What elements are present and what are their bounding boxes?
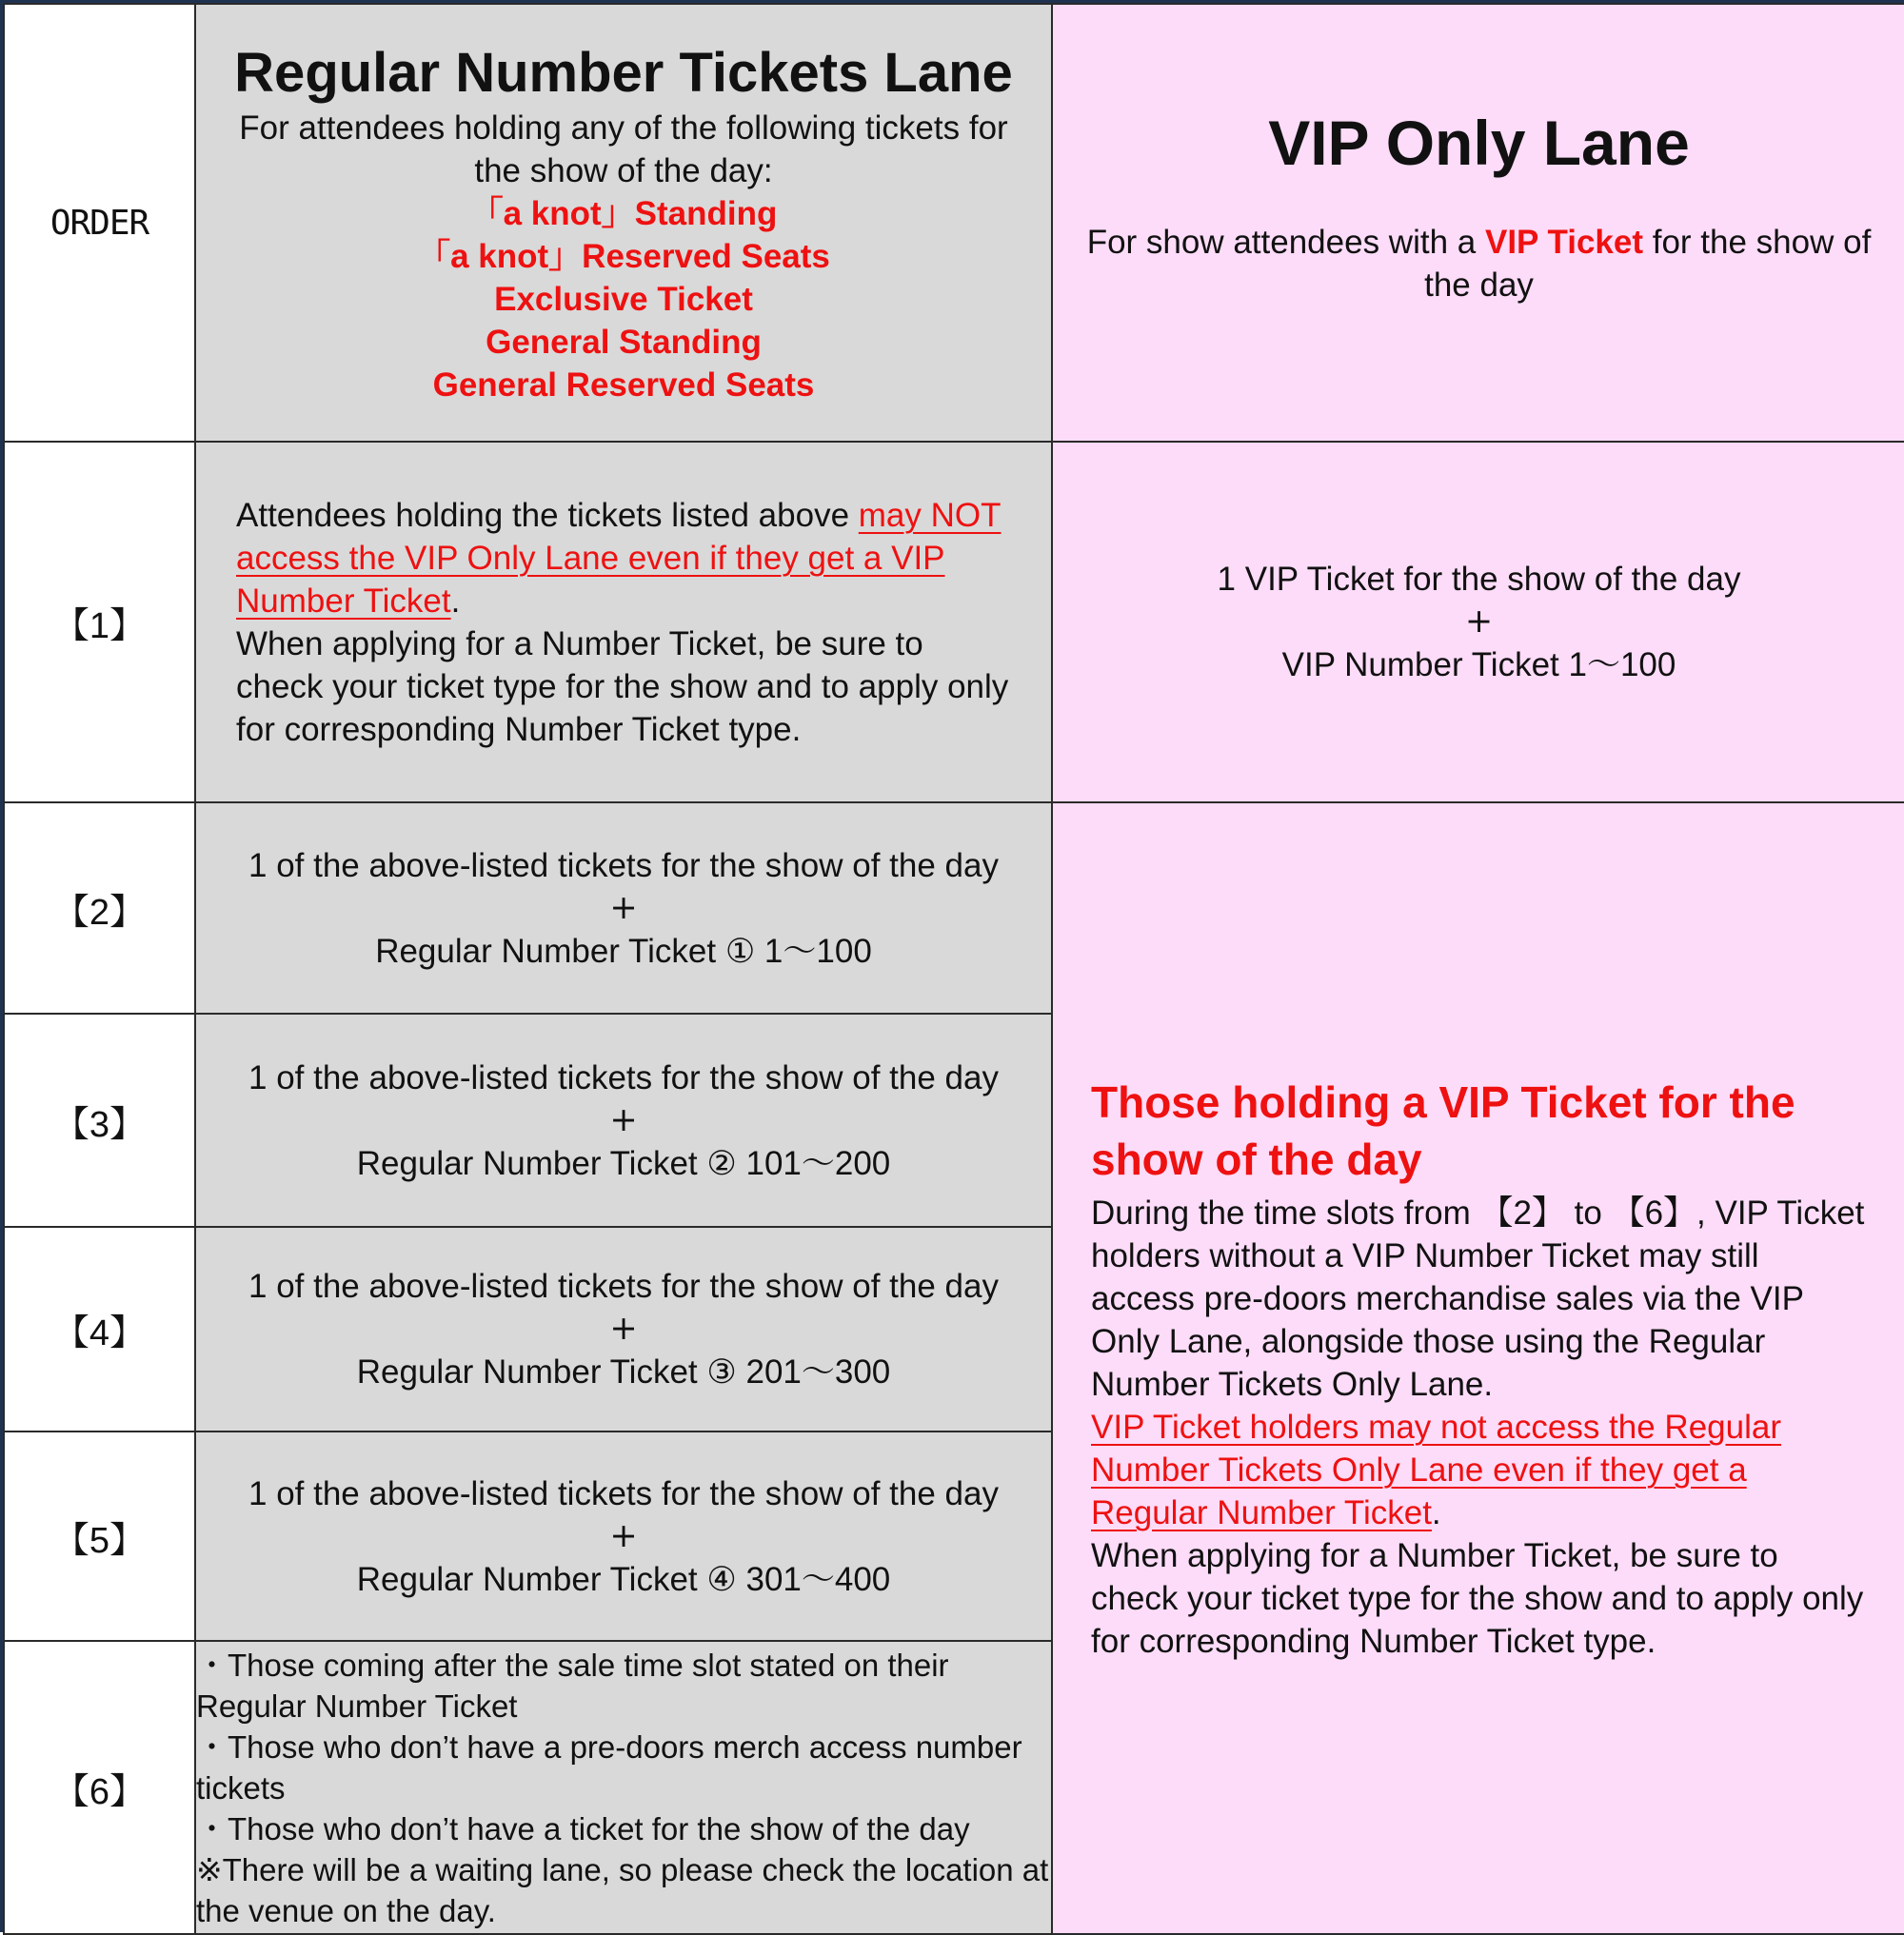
- order-row-2: [4, 802, 1904, 1014]
- regular-cell-2: [195, 802, 1052, 1014]
- requirement-line2: Regular Number Ticket ① 1～100: [375, 932, 872, 970]
- vip-desc-before: For show attendees with a: [1086, 224, 1485, 261]
- vip-lane-title: VIP Only Lane: [1268, 108, 1690, 178]
- regular-lane-subtitle: For attendees holding any of the following tickets for the show of the day:: [239, 109, 1008, 189]
- note-text-after: .: [450, 582, 461, 620]
- vip-lane-description: [1053, 221, 1904, 306]
- regular-cell-6: [195, 1641, 1052, 1934]
- requirement-line2: Regular Number Ticket ③ 201～300: [356, 1353, 891, 1391]
- vip-merged-content: [1053, 1074, 1904, 1663]
- header-row: [4, 4, 1904, 442]
- order-header: [4, 4, 195, 442]
- order-label: ORDER: [50, 203, 149, 243]
- vip-desc-after: for the show of the day: [1424, 224, 1872, 304]
- vip-cell-1: [1052, 442, 1904, 802]
- order-number: 【2】: [52, 892, 147, 933]
- no-number-ticket-bullet: ・Those who don’t have a pre-doors merch access number tickets: [196, 1728, 1022, 1806]
- note-warning: may NOT access the VIP Only Lane even if they get a VIP Number Ticket: [236, 496, 1002, 620]
- regular-cell-5: [195, 1432, 1052, 1641]
- order-cell-5: [4, 1432, 195, 1641]
- order-number: 【1】: [52, 606, 147, 646]
- requirement-line1: 1 of the above-listed tickets for the show of the day: [248, 846, 999, 884]
- ticket-type-a-knot-standing: 「a knot」Standing: [469, 194, 778, 232]
- lane-schedule-table: [3, 3, 1904, 1935]
- regular-lane-header: [195, 4, 1052, 442]
- plus-sign: +: [609, 888, 638, 927]
- vip-merged-para2-after: .: [1431, 1494, 1441, 1531]
- late-arrival-bullet: ・Those coming after the sale time slot stated on their Regular Number Ticket: [196, 1647, 949, 1724]
- requirement-line1: 1 of the above-listed tickets for the show of the day: [248, 1474, 999, 1512]
- plus-sign: +: [609, 1100, 638, 1139]
- vip-merged-para1: During the time slots from 【2】 to 【6】, VIP Ticket holders without a VIP Number Ticket may still access pre-doors merchandise sales via the VIP Only Lane, alongside those using the Regular Number Tickets Only Lane.: [1091, 1195, 1865, 1403]
- note-text-second: When applying for a Number Ticket, be sure to check your ticket type for the show and to apply only for corresponding Number Ticket type.: [236, 624, 1009, 748]
- order-number: 【4】: [52, 1313, 147, 1353]
- plus-sign: +: [609, 1310, 638, 1348]
- vip-merged-cell: [1052, 802, 1904, 1934]
- regular-cell-1: [195, 442, 1052, 802]
- order-cell-2: [4, 802, 195, 1014]
- requirement-line2: Regular Number Ticket ④ 301～400: [356, 1560, 891, 1598]
- order-row-1: [4, 442, 1904, 802]
- plus-sign: +: [609, 1516, 638, 1555]
- vip-merged-para3: When applying for a Number Ticket, be sure to check your ticket type for the show and to apply only for corresponding Number Ticket type.: [1091, 1537, 1864, 1660]
- ticket-type-general-reserved: General Reserved Seats: [432, 365, 815, 404]
- ticket-type-exclusive: Exclusive Ticket: [494, 280, 753, 318]
- vip-merged-title: Those holding a VIP Ticket for the show of the day: [1091, 1077, 1795, 1184]
- note-text-before: Attendees holding the tickets listed above: [236, 496, 859, 534]
- plus-sign: +: [1464, 602, 1494, 641]
- vip-merged-para2: [1091, 1406, 1867, 1534]
- vip-merged-warning: VIP Ticket holders may not access the Regular Number Tickets Only Lane even if they get a Regular Number Ticket: [1091, 1409, 1781, 1531]
- regular-note-1: [196, 494, 1051, 751]
- order-cell-4: [4, 1227, 195, 1432]
- ticket-type-a-knot-reserved: 「a knot」Reserved Seats: [417, 237, 830, 275]
- requirement-line1: 1 of the above-listed tickets for the show of the day: [248, 1058, 999, 1096]
- regular-cell-4: [195, 1227, 1052, 1432]
- vip-desc-highlight: VIP Ticket: [1484, 224, 1643, 261]
- order-number: 【3】: [52, 1104, 147, 1145]
- no-show-ticket-bullet: ・Those who don’t have a ticket for the show of the day: [196, 1810, 970, 1846]
- vip-requirement-line1: 1 VIP Ticket for the show of the day: [1217, 561, 1741, 598]
- regular-cell-3: [195, 1014, 1052, 1227]
- ticket-type-general-standing: General Standing: [486, 323, 762, 361]
- waiting-lane-note: ※There will be a waiting lane, so please check the location at the venue on the day.: [196, 1851, 1049, 1928]
- vip-requirement-line2: VIP Number Ticket 1～100: [1281, 646, 1676, 683]
- order-cell-6: [4, 1641, 195, 1934]
- requirement-line2: Regular Number Ticket ② 101～200: [356, 1144, 891, 1182]
- requirement-line1: 1 of the above-listed tickets for the show of the day: [248, 1268, 999, 1305]
- vip-lane-header: [1052, 4, 1904, 442]
- order-number: 【5】: [52, 1520, 147, 1561]
- order-cell-3: [4, 1014, 195, 1227]
- order-cell-1: [4, 442, 195, 802]
- order-number: 【6】: [52, 1771, 147, 1812]
- regular-lane-title: Regular Number Tickets Lane: [234, 41, 1013, 104]
